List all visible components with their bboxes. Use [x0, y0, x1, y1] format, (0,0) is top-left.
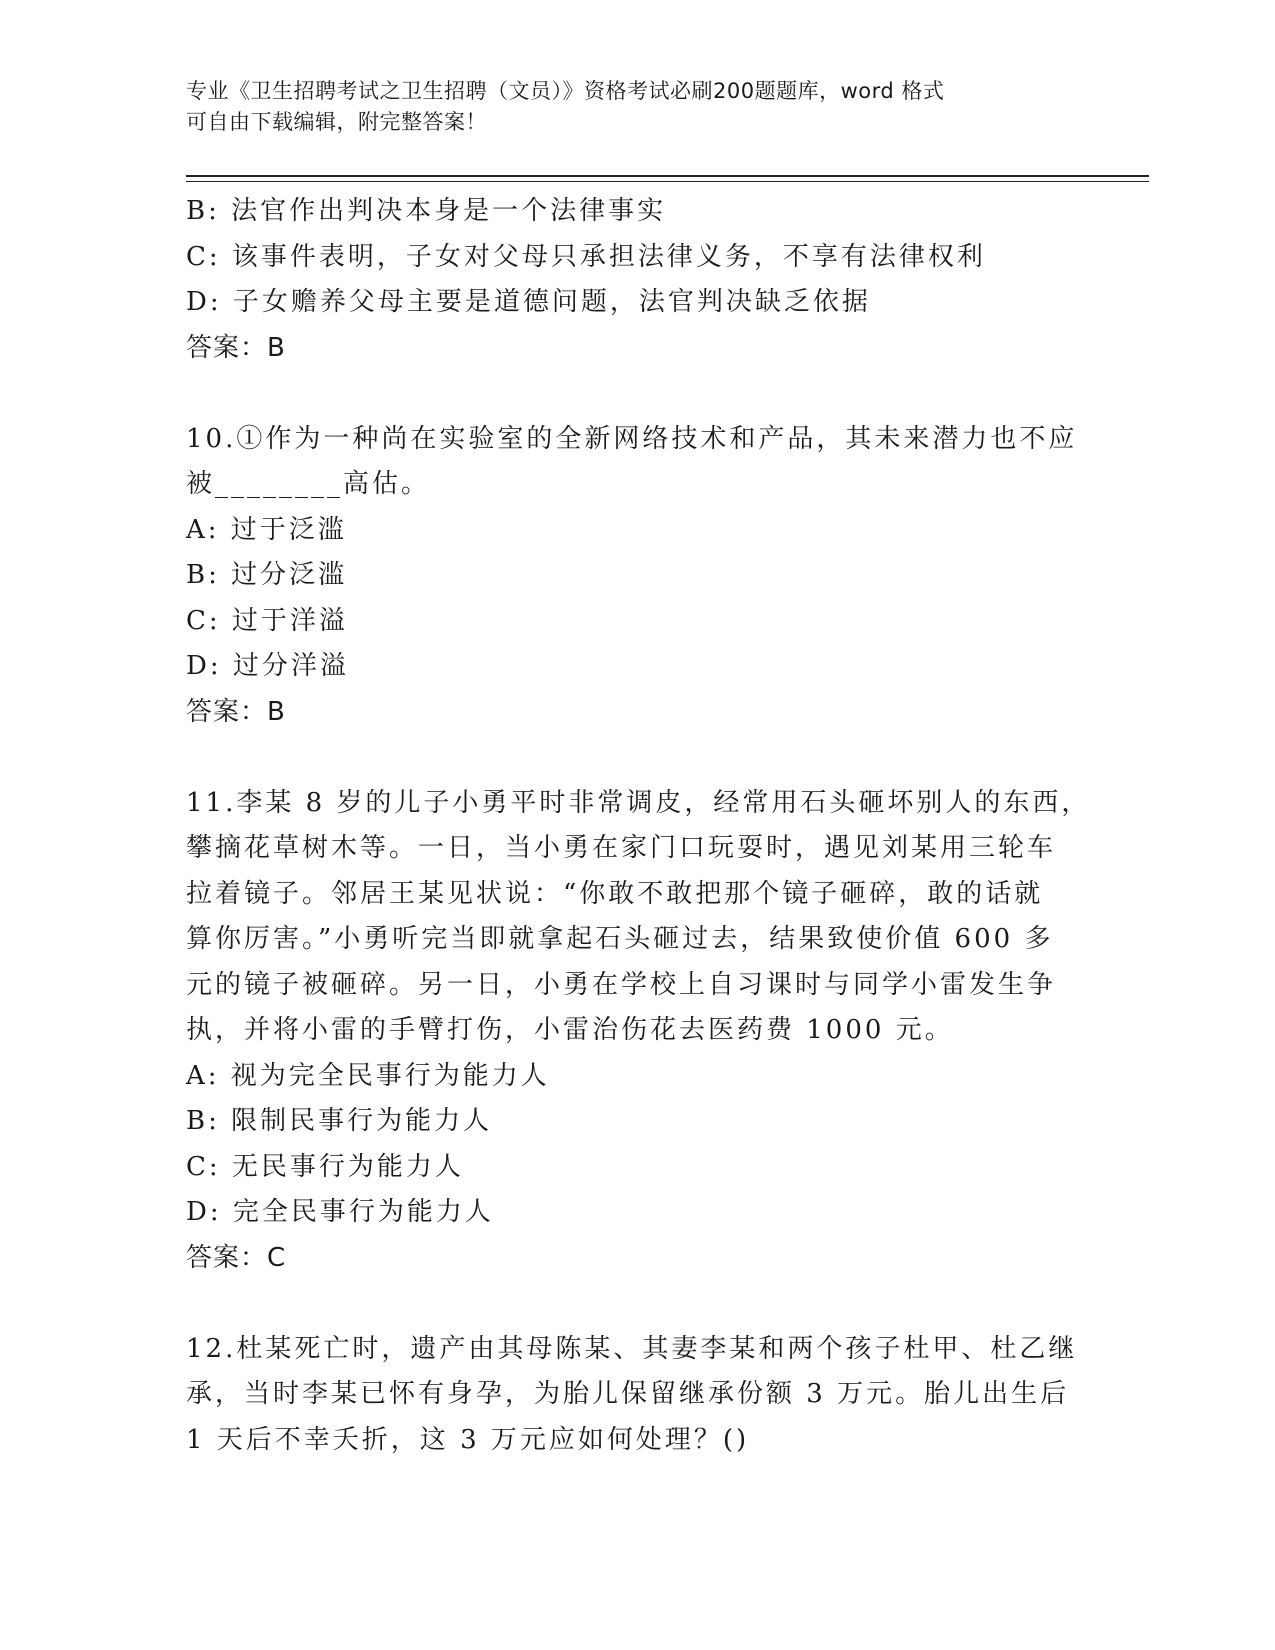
option-d: D: 过分洋溢 — [186, 651, 349, 681]
question-11 — [186, 781, 1091, 1282]
spacer — [186, 735, 1086, 781]
question-stem-line: 10.①作为一种尚在实验室的全新网络技术和产品，其未来潜力也不应 — [186, 423, 1078, 454]
header-line-2: 可自由下载编辑，附完整答案！ — [186, 110, 487, 134]
question-9 — [186, 189, 1086, 371]
spacer — [186, 1281, 1086, 1327]
question-stem-line: 元的镜子被砸碎。另一日，小勇在学校上自习课时与同学小雷发生争 — [186, 969, 1057, 1000]
page-header — [186, 76, 1066, 138]
answer: 答案：C — [186, 1242, 287, 1273]
option-d: D: 子女赡养父母主要是道德问题，法官判决缺乏依据 — [186, 287, 871, 317]
answer: 答案：B — [186, 696, 286, 727]
option-c: C: 过于洋溢 — [186, 605, 348, 636]
question-stem-line: 1 天后不幸夭折，这 3 万元应如何处理？() — [186, 1424, 750, 1455]
option-c: C: 该事件表明，子女对父母只承担法律义务，不享有法律权利 — [186, 241, 986, 272]
answer: 答案：B — [186, 332, 286, 363]
spacer — [186, 371, 1086, 417]
question-stem-line: 算你厉害。”小勇听完当即就拿起石头砸过去，结果致使价值 600 多 — [186, 924, 1054, 954]
question-stem-line: 被________高估。 — [186, 469, 431, 499]
question-stem-line: 攀摘花草树木等。一日，当小勇在家门口玩耍时，遇见刘某用三轮车 — [186, 833, 1057, 863]
question-stem-line: 拉着镜子。邻居王某见状说：“你敢不敢把那个镜子砸碎，敢的话就 — [186, 878, 1044, 909]
header-divider-thin — [186, 181, 1149, 182]
option-d: D: 完全民事行为能力人 — [186, 1197, 494, 1227]
header-divider-thick — [186, 175, 1149, 177]
question-stem-line: 承，当时李某已怀有身孕，为胎儿保留继承份额 3 万元。胎儿出生后 — [186, 1379, 1070, 1409]
question-stem-line: 11.李某 8 岁的儿子小勇平时非常调皮，经常用石头砸坏别人的东西， — [186, 787, 1091, 818]
option-b: B: 限制民事行为能力人 — [186, 1106, 493, 1136]
document-body — [186, 189, 1091, 1463]
question-stem-line: 执，并将小雷的手臂打伤，小雷治伤花去医药费 1000 元。 — [186, 1015, 954, 1045]
option-b: B: 法官作出判决本身是一个法律事实 — [186, 196, 667, 226]
option-b: B: 过分泛滥 — [186, 560, 348, 590]
question-10 — [186, 417, 1086, 736]
question-stem-line: 12.杜某死亡时，遗产由其母陈某、其妻李某和两个孩子杜甲、杜乙继 — [186, 1333, 1078, 1364]
header-line-1: 专业《卫生招聘考试之卫生招聘（文员）》资格考试必刷200题题库，word 格式 — [186, 79, 945, 103]
option-a: A: 过于泛滥 — [186, 514, 347, 545]
question-12 — [186, 1327, 1086, 1464]
option-a: A: 视为完全民事行为能力人 — [186, 1060, 550, 1091]
option-c: C: 无民事行为能力人 — [186, 1151, 464, 1182]
